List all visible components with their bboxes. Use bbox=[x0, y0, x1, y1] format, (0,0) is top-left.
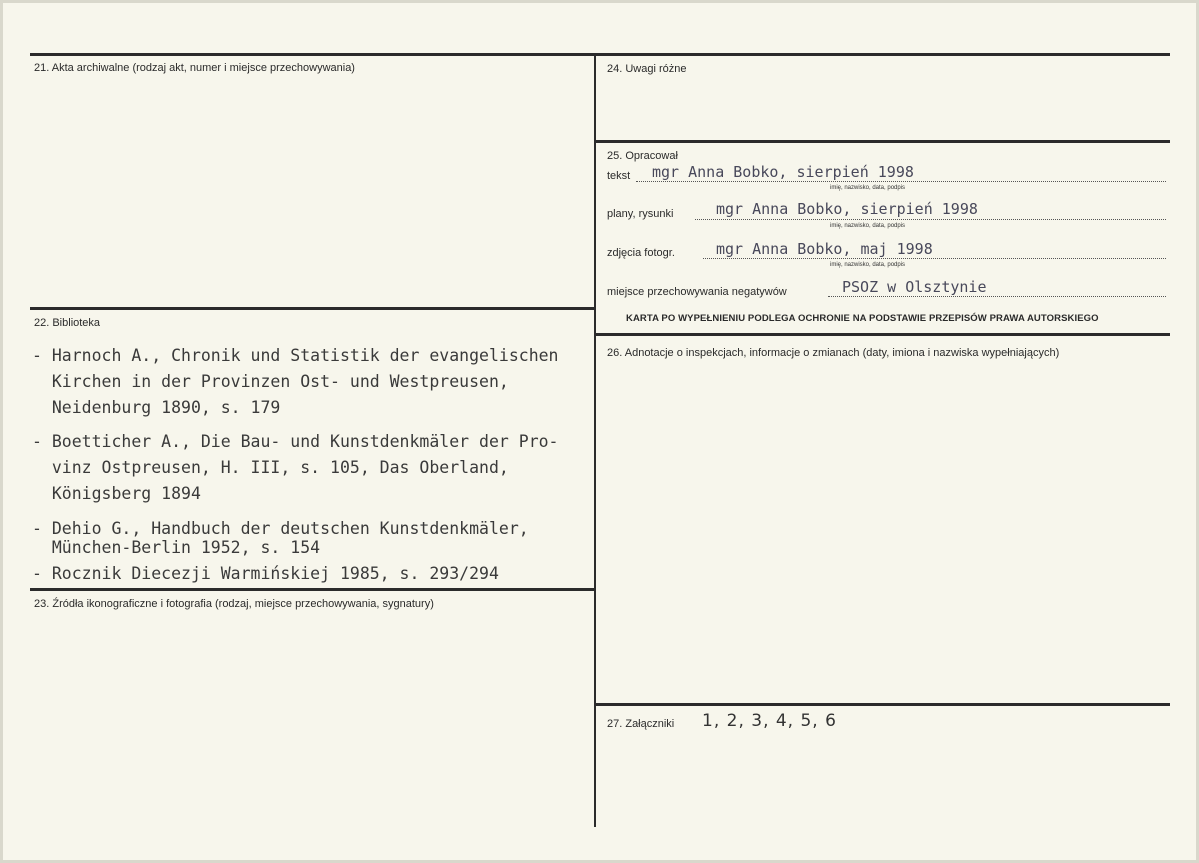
plany-label: plany, rysunki bbox=[607, 208, 674, 220]
bib-line-1: - Harnoch A., Chronik und Statistik der evangelischen bbox=[32, 346, 559, 365]
section-24-label: 24. Uwagi różne bbox=[607, 63, 687, 75]
rule-23 bbox=[30, 588, 595, 591]
zdjecia-label: zdjęcia fotogr. bbox=[607, 247, 675, 259]
bib-line-9: - Rocznik Diecezji Warmińskiej 1985, s. 293/294 bbox=[32, 564, 499, 583]
section-22-label: 22. Biblioteka bbox=[34, 317, 101, 329]
rule-26 bbox=[596, 333, 1170, 336]
negatywy-value: PSOZ w Olsztynie bbox=[842, 278, 987, 296]
rule-25 bbox=[596, 140, 1170, 143]
negatywy-dotted-line bbox=[828, 296, 1166, 297]
bib-line-7: - Dehio G., Handbuch der deutschen Kunstdenkmäler, bbox=[32, 519, 529, 538]
tekst-dotted-line bbox=[636, 181, 1166, 182]
section-25-label: 25. Opracował bbox=[607, 150, 678, 162]
plany-dotted-line bbox=[695, 219, 1166, 220]
bib-line-6: Königsberg 1894 bbox=[32, 484, 201, 503]
plany-value: mgr Anna Bobko, sierpień 1998 bbox=[716, 200, 978, 218]
tekst-hint: imię, nazwisko, data, podpis bbox=[830, 185, 906, 191]
bib-line-2: Kirchen in der Provinzen Ost- und Westpreusen, bbox=[32, 372, 509, 391]
tekst-label: tekst bbox=[607, 170, 631, 182]
bib-line-3: Neidenburg 1890, s. 179 bbox=[32, 398, 281, 417]
bib-line-8: München-Berlin 1952, s. 154 bbox=[32, 538, 321, 557]
top-rule bbox=[30, 53, 1170, 56]
zdjecia-dotted-line bbox=[703, 258, 1166, 259]
tekst-value: mgr Anna Bobko, sierpień 1998 bbox=[652, 163, 914, 181]
zdjecia-value: mgr Anna Bobko, maj 1998 bbox=[716, 240, 933, 258]
rule-27 bbox=[596, 703, 1170, 706]
zdjecia-hint: imię, nazwisko, data, podpis bbox=[830, 262, 906, 268]
copyright-notice: KARTA PO WYPEŁNIENIU PODLEGA OCHRONIE NA PODSTAWIE PRZEPISÓW PRAWA AUTORSKIEGO bbox=[626, 313, 1099, 324]
bib-line-4: - Boetticher A., Die Bau- und Kunstdenkmäler der Pro- bbox=[32, 432, 559, 451]
section-27-label: 27. Załączniki bbox=[607, 718, 675, 730]
plany-hint: imię, nazwisko, data, podpis bbox=[830, 223, 906, 229]
zalaczniki-value: 1, 2, 3, 4, 5, 6 bbox=[702, 711, 837, 731]
rule-22 bbox=[30, 307, 595, 310]
section-21-label: 21. Akta archiwalne (rodzaj akt, numer i miejsce przechowywania) bbox=[34, 62, 355, 74]
column-divider bbox=[594, 55, 596, 827]
negatywy-label: miejsce przechowywania negatywów bbox=[607, 286, 787, 298]
bib-line-5: vinz Ostpreusen, H. III, s. 105, Das Oberland, bbox=[32, 458, 509, 477]
section-26-label: 26. Adnotacje o inspekcjach, informacje o zmianach (daty, imiona i nazwiska wypełniających) bbox=[607, 347, 1060, 359]
section-23-label: 23. Źródła ikonograficzne i fotografia (rodzaj, miejsce przechowywania, sygnatury) bbox=[34, 598, 434, 610]
